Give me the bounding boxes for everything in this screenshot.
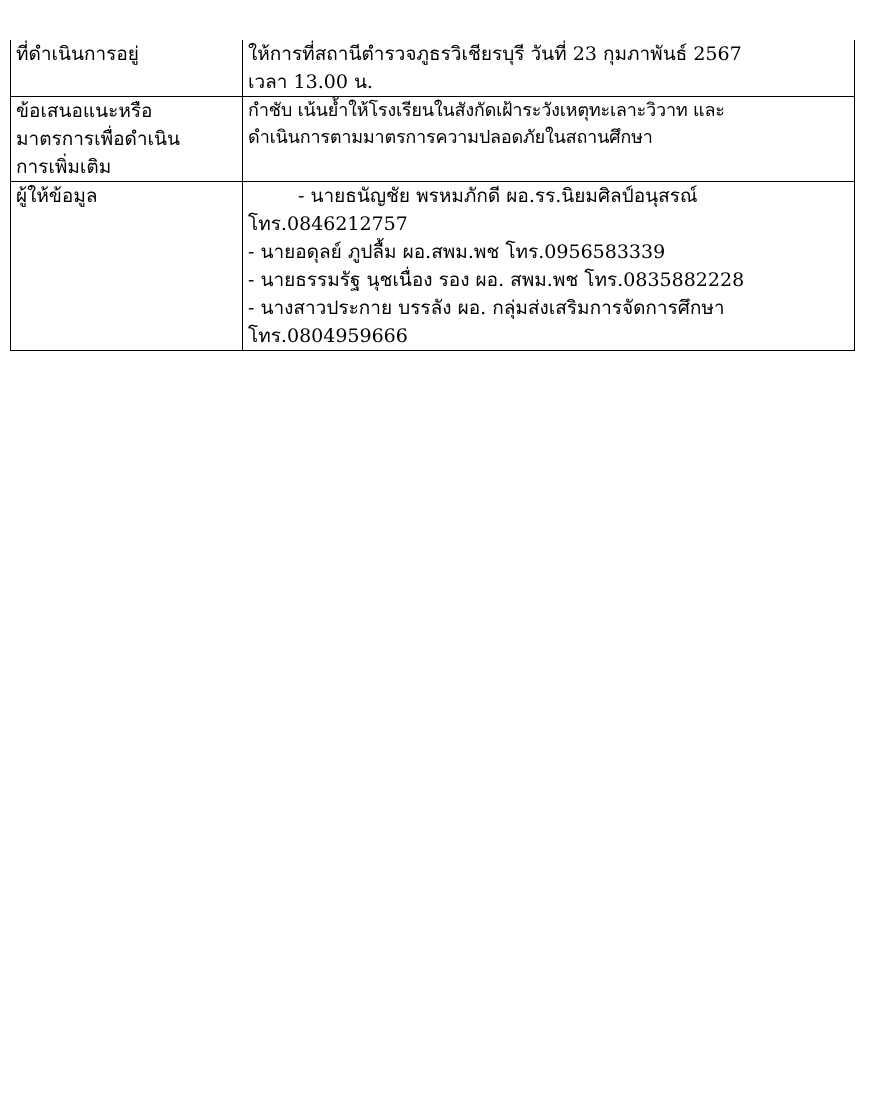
row-value-ongoing-action: [243, 40, 855, 97]
informant-line: - นายอดุลย์ ภูปลื้ม ผอ.สพม.พช โทร.0956583339: [248, 241, 666, 263]
row-value-recommendations: [243, 97, 855, 182]
informant-line: โทร.0846212757: [248, 213, 408, 235]
row-label-recommendations: [11, 97, 243, 182]
label-line: การเพิ่มเติม: [16, 156, 112, 178]
label-line: มาตรการเพื่อดำเนิน: [16, 128, 181, 150]
value-line: ดำเนินการตามมาตรการความปลอดภัยในสถานศึกษา: [248, 127, 653, 148]
table-row-recommendations: [11, 97, 855, 182]
value-line: เวลา 13.00 น.: [248, 71, 373, 93]
incident-info-table: [10, 40, 855, 351]
value-line: ให้การที่สถานีตำรวจภูธรวิเชียรบุรี วันที่ 23 กุมภาพันธ์ 2567: [248, 43, 742, 65]
row-value-informants: [243, 182, 855, 351]
informant-line: - นายธรรมรัฐ นุชเนื่อง รอง ผอ. สพม.พช โทร.0835882228: [248, 269, 745, 291]
table-row-ongoing-action: [11, 40, 855, 97]
label-line: ผู้ให้ข้อมูล: [16, 185, 98, 207]
row-label-informants: [11, 182, 243, 351]
informant-line: โทร.0804959666: [248, 325, 408, 347]
row-label-ongoing-action: [11, 40, 243, 97]
informant-line: - นายธนัญชัย พรหมภักดี ผอ.รร.นิยมศิลป์อนุสรณ์: [298, 185, 698, 207]
table-row-informants: [11, 182, 855, 351]
label-line: ที่ดำเนินการอยู่: [16, 43, 139, 65]
label-line: ข้อเสนอแนะหรือ: [16, 100, 153, 122]
value-line: กำชับ เน้นย้ำให้โรงเรียนในสังกัดเฝ้าระวังเหตุทะเลาะวิวาท และ: [248, 100, 725, 121]
informant-line: - นางสาวประกาย บรรลัง ผอ. กลุ่มส่งเสริมการจัดการศึกษา: [248, 297, 725, 319]
